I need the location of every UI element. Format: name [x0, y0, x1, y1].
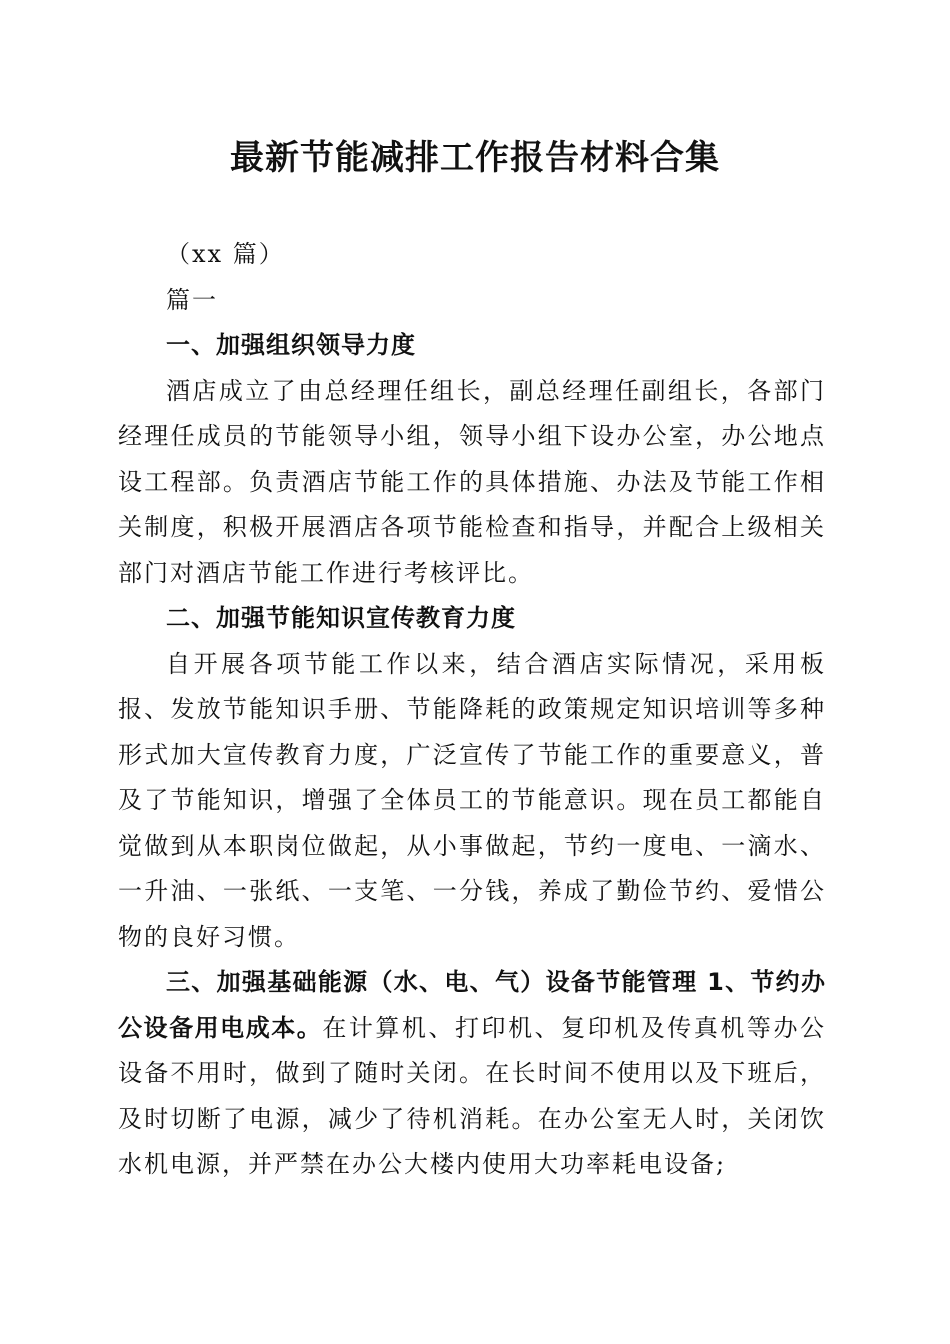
section-heading-2: 二、加强节能知识宣传教育力度	[166, 604, 516, 632]
section-paragraph-3: 在计算机、打印机、复印机及传真机等办公设备不用时，做到了随时关闭。在长时间不使用以及下班后，及时切断了电源，减少了待机消耗。在办公室无人时，关闭饮水机电源，并严禁在办公大楼内使用大功率耗电设备;	[118, 1013, 827, 1178]
section-paragraph-2: 自开展各项节能工作以来，结合酒店实际情况，采用板报、发放节能知识手册、节能降耗的政策规定知识培训等多种形式加大宣传教育力度，广泛宣传了节能工作的重要意义，普及了节能知识，增强了全体员工的节能意识。现在员工都能自觉做到从本职岗位做起，从小事做起，节约一度电、一滴水、一升油、一张纸、一支笔、一分钱，养成了勤俭节约、爱惜公物的良好习惯。	[118, 649, 826, 951]
document-body	[118, 232, 826, 1188]
section-3	[118, 960, 826, 1188]
count-note: （xx 篇）	[166, 240, 285, 268]
section-paragraph-1: 酒店成立了由总经理任组长，副总经理任副组长，各部门经理任成员的节能领导小组，领导小组下设办公室，办公地点设工程部。负责酒店节能工作的具体措施、办法及节能工作相关制度，积极开展酒店各项节能检查和指导，并配合上级相关部门对酒店节能工作进行考核评比。	[118, 376, 826, 587]
section-heading-1: 一、加强组织领导力度	[166, 331, 416, 359]
document-title: 最新节能减排工作报告材料合集	[230, 138, 720, 178]
section-heading-3: 三、加强基础能源（水、电、气）设备节能管理 1、节约办公设备用电成本。	[118, 968, 826, 1042]
part-label: 篇一	[166, 285, 218, 314]
